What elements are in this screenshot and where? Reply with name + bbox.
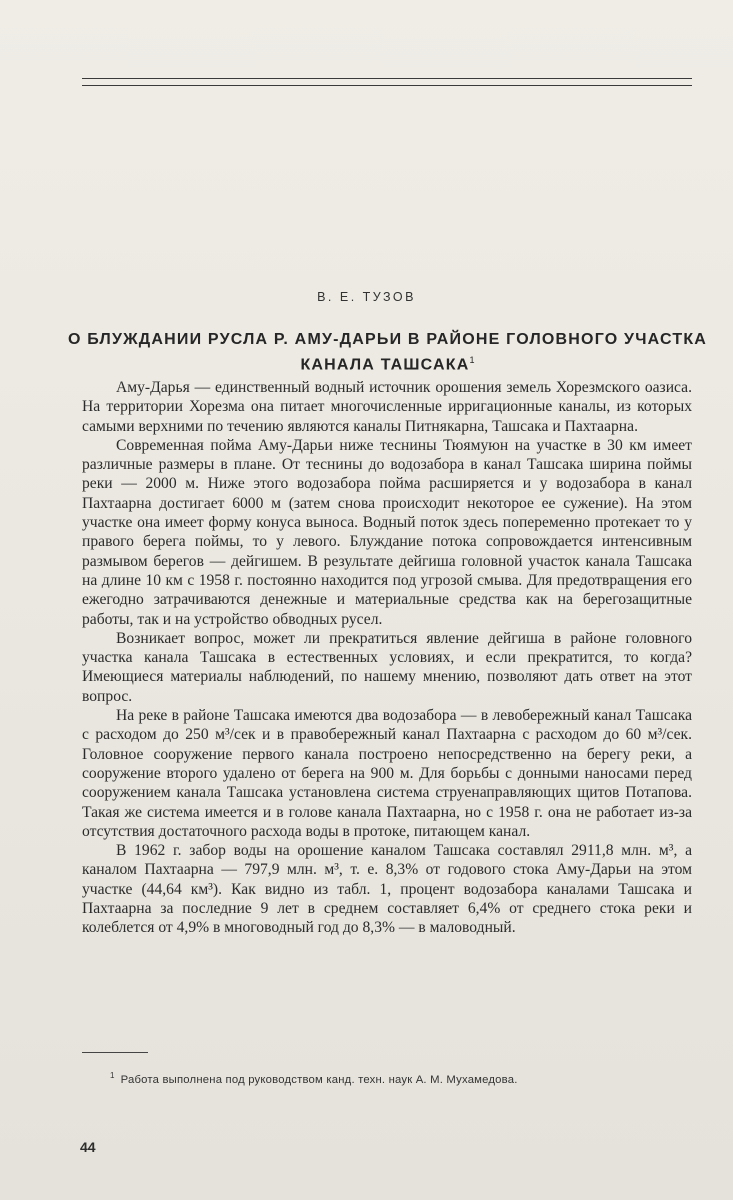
paragraph-3: Возникает вопрос, может ли прекратиться явление дейгиша в районе головного участка канала Ташсака в естественных условиях, и если прекратится, то когда? Имеющиеся материалы наблюдений, по нашему мнению, позволяют дать ответ на этот вопрос. (82, 629, 692, 705)
paragraph-4: На реке в районе Ташсака имеются два водозабора — в левобережный канал Ташсака с расходом до 250 м³/сек и в правобережный канал Пахтаарна с расходом до 60 м³/сек. Головное сооружение первого канала построено непосредственно на берегу реки, а сооружение второго удалено от берега на 900 м. Для борьбы с донными наносами перед сооружением канала Ташсака установлена система струенаправляющих щитов Потапова. Такая же система имеется и в голове канала Пахтаарна, но с 1958 г. она не работает из-за отсутствия достаточного расхода воды в протоке, питающем канал. (82, 707, 692, 840)
paragraph-1: Аму-Дарья — единственный водный источник орошения земель Хорезмского оазиса. На территории Хорезма она питает многочисленные ирригационные каналы, из которых самыми верхними по течению являются каналы Питнякарна, Ташсака и Пахтаарна. (82, 379, 692, 435)
paragraph-2: Современная пойма Аму-Дарьи ниже теснины Тюямуюн на участке в 30 км имеет различные размеры в плане. От теснины до водозабора в канал Ташсака ширина поймы реки — 2000 м. Ниже этого водозабора пойма расширяется и у водозабора в канал Пахтаарна достигает 6000 м (затем снова происходит некоторое ее сужение). На этом участке она имеет форму конуса выноса. Водный поток здесь попеременно протекает то у правого берега поймы, то у левого. Блуждание потока сопровождается интенсивным размывом берегов — дейгишем. В результате дейгиша головной участок канала Ташсака на длине 10 км с 1958 г. постоянно находится под угрозой смыва. Для предотвращения его ежегодно затрачиваются денежные и материальные средства как на берегозащитные работы, так и на устройство обводных русел. (82, 436, 692, 628)
title-footnote-ref: 1 (469, 355, 475, 365)
footnote-text: Работа выполнена под руководством канд. техн. наук А. М. Мухамедова. (120, 1073, 518, 1086)
footnote-mark: 1 (110, 1071, 115, 1080)
page-number: 44 (80, 1139, 96, 1155)
article-author: В. Е. ТУЗОВ (317, 290, 416, 304)
article-body (82, 378, 692, 938)
paragraph-5: В 1962 г. забор воды на орошение каналом Ташсака составлял 2911,8 млн. м³, а каналом Пахтаарна — 797,9 млн. м³, т. е. 8,3% от годового стока Аму-Дарьи на этом участке (44,64 км³). Как видно из табл. 1, процент водозабора каналами Ташсака и Пахтаарна за последние 9 лет в среднем составляет 6,4% от среднего стока реки и колеблется от 4,9% в многоводный год до 8,3% — в маловодный. (82, 842, 692, 937)
header-rule-upper (82, 78, 692, 79)
header-rule-lower (82, 85, 692, 86)
footnote-separator (82, 1052, 148, 1053)
footnote (110, 1071, 710, 1086)
article-title (60, 330, 715, 375)
article-title-text: О БЛУЖДАНИИ РУСЛА Р. АМУ-ДАРЬИ В РАЙОНЕ ГОЛОВНОГО УЧАСТКА КАНАЛА ТАШСАКА (67, 331, 708, 374)
